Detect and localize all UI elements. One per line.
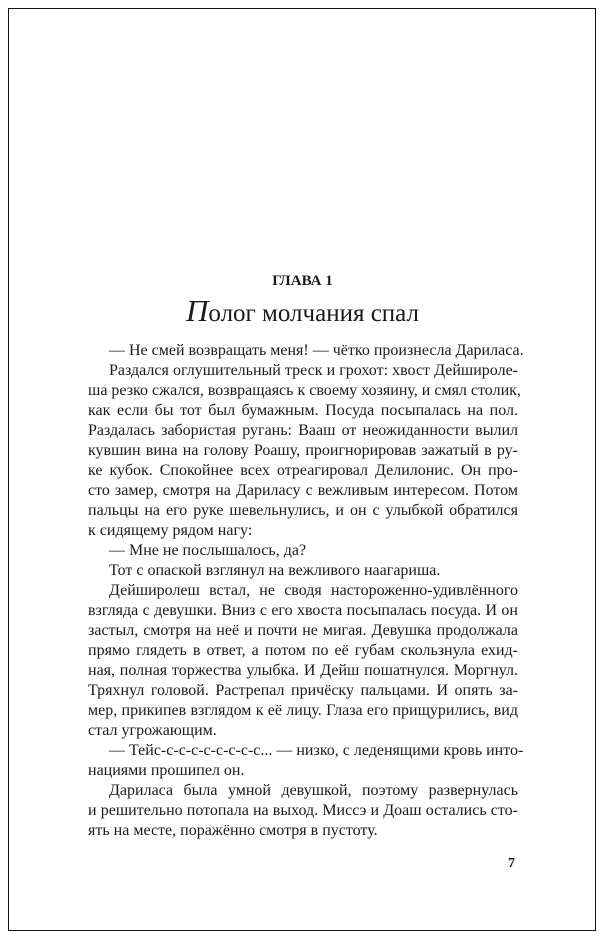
drop-initial: П [186,293,209,328]
text-line: нациями прошипел он. [88,762,245,779]
text-line: Раздался оглушительный треск и грохот: хвост Дейшироле- [109,362,518,379]
text-line: Дейширолеш встал, не сводя настороженно-удивлённого [109,582,518,599]
text-line: пальцы на его руке шевельнулись, и он с улыбкой обратился [88,502,518,519]
chapter-label: ГЛАВА 1 [272,273,333,289]
chapter-title-rest: олог молчания спал [208,300,419,327]
text-line: стал угрожающим. [88,722,217,739]
page-number: 7 [508,856,515,871]
text-line: ша резко сжался, возвращаясь к своему хозяину, и смял столик, [88,382,521,399]
chapter-title [0,293,605,329]
body-text [88,341,524,841]
text-line: взгляда с девушки. Вниз с его хвоста посыпалась посуда. И он [88,602,518,619]
text-line: — Не смей возвращать меня! — чётко произнесла Дариласа. [109,342,524,359]
text-line: Дариласа была умной девушкой, поэтому развернулась [109,782,518,799]
text-line: к сидящему рядом нагу: [88,522,253,539]
text-line: застыл, смотря на неё и почти не мигая. Девушка продолжала [88,622,518,639]
text-line: как если бы тот был бумажным. Посуда посыпалась на пол. [88,402,518,419]
text-line: ная, полная торжества улыбка. И Дейш пошатнулся. Моргнул. [88,662,518,679]
text-line: Тряхнул головой. Растрепал причёску пальцами. И опять за- [88,682,518,699]
text-line: прямо глядеть в ответ, а потом по её губам скользнула ехид- [88,642,518,659]
text-line: сто замер, смотря на Дариласу с вежливым интересом. Потом [88,482,518,499]
text-line: Тот с опаской взглянул на вежливого наагариша. [109,562,441,579]
text-line: — Мне не послышалось, да? [109,542,307,559]
text-line: Раздалась забористая ругань: Вааш от неожиданности вылил [88,422,518,439]
text-line: — Тейс-с-с-с-с-с-с-с-с... — низко, с леденящими кровь инто- [109,742,524,759]
text-line: и решительно потопала на выход. Миссэ и Доаш остались сто- [88,802,518,819]
text-line: ять на месте, поражённо смотря в пустоту. [88,822,378,839]
text-line: кувшин вина на голову Роашу, проигнорировав зажатый в ру- [88,442,518,459]
text-line: ке кубок. Спокойнее всех отреагировал Делилонис. Он про- [88,462,518,479]
text-line: мер, прикипев взглядом к её лицу. Глаза его прищурились, вид [88,702,518,719]
